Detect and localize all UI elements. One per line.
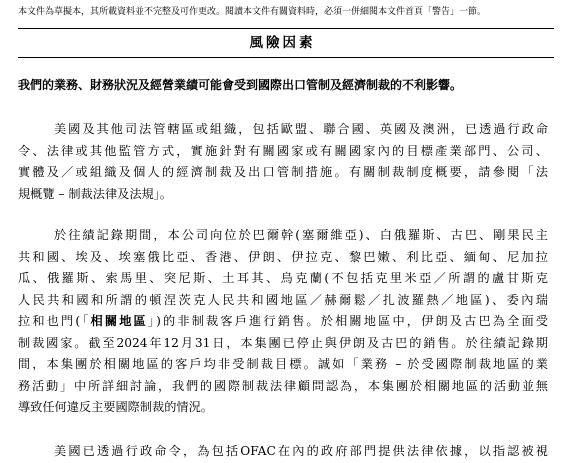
title-bottom-rule xyxy=(18,57,554,58)
paragraph-line: 於往績記錄期間，本公司向位於巴爾幹(塞爾維亞)、白俄羅斯、古巴、剛果民主 xyxy=(54,228,548,242)
paragraph-line: 實體及／或組織及個人的經濟制裁及出口管制措施。有關制裁制度概要，請參閱「法 xyxy=(18,165,548,179)
section-title: 風險因素 xyxy=(249,35,316,51)
paragraph-line: 間，本集團於相關地區的客戶均非受制裁目標。誠如「業務 – 於受國際制裁地區的業 xyxy=(18,357,548,371)
draft-disclaimer: 本文件為草擬本，其所載資料並不完整及可作更改。閱讀本文件有關資料時，必須一併細閱本文件首頁「警告」一節。 xyxy=(18,7,487,17)
paragraph-line: 令、法律或其他監管方式，實施針對有關國家或有關國家內的目標產業部門、公司、 xyxy=(18,143,548,158)
paragraph-line: 美國已透過行政命令，為包括OFAC在內的政府部門提供法律依據，以指認被視 xyxy=(54,444,548,458)
paragraph-line: 導致任何違反主要國際制裁的情況。 xyxy=(18,400,213,414)
relevant-regions-term: 相關地區 xyxy=(90,314,148,328)
paragraph-line: 務活動」中所詳細討論，我們的國際制裁法律顧問認為，本集團於相關地區的活動並無 xyxy=(18,378,548,393)
risk-heading: 我們的業務、財務狀況及經營業績可能會受到國際出口管制及經濟制裁的不利影響。 xyxy=(18,78,463,92)
paragraph-line: 共和國、埃及、埃塞俄比亞、香港、伊朗、伊拉克、黎巴嫩、利比亞、緬甸、尼加拉 xyxy=(18,249,548,264)
paragraph-ofac xyxy=(18,441,548,463)
paragraph-line: 人民共和國和所謂的頓涅茨克人民共和國地區／赫爾鬆／扎波羅熱／地區)、委內瑞 xyxy=(18,292,548,307)
paragraph-line: 瓜、俄羅斯、索馬里、突尼斯、土耳其、烏克蘭(不包括克里米亞／所謂的盧甘斯克 xyxy=(18,271,548,285)
title-top-rule xyxy=(18,28,554,29)
paragraph-line: 美國及其他司法管轄區或組織，包括歐盟、聯合國、英國及澳洲，已透過行政命 xyxy=(54,122,548,136)
text-segment: 」)的非制裁客戶進行銷售。於相關地區中，伊朗及古巴為全面受 xyxy=(147,314,548,328)
paragraph-line: 制裁國家。截至2024年12月31日，本集團已停止與伊朗及古巴的銷售。於往績記錄期 xyxy=(18,335,548,350)
paragraph-sanctions-overview xyxy=(18,119,548,205)
paragraph-line xyxy=(18,311,548,333)
paragraph-relevant-regions xyxy=(18,225,548,419)
text-segment: 拉和也門(「 xyxy=(18,314,91,328)
paragraph-line: 規概覽 – 制裁法律及法規」。 xyxy=(18,186,172,201)
